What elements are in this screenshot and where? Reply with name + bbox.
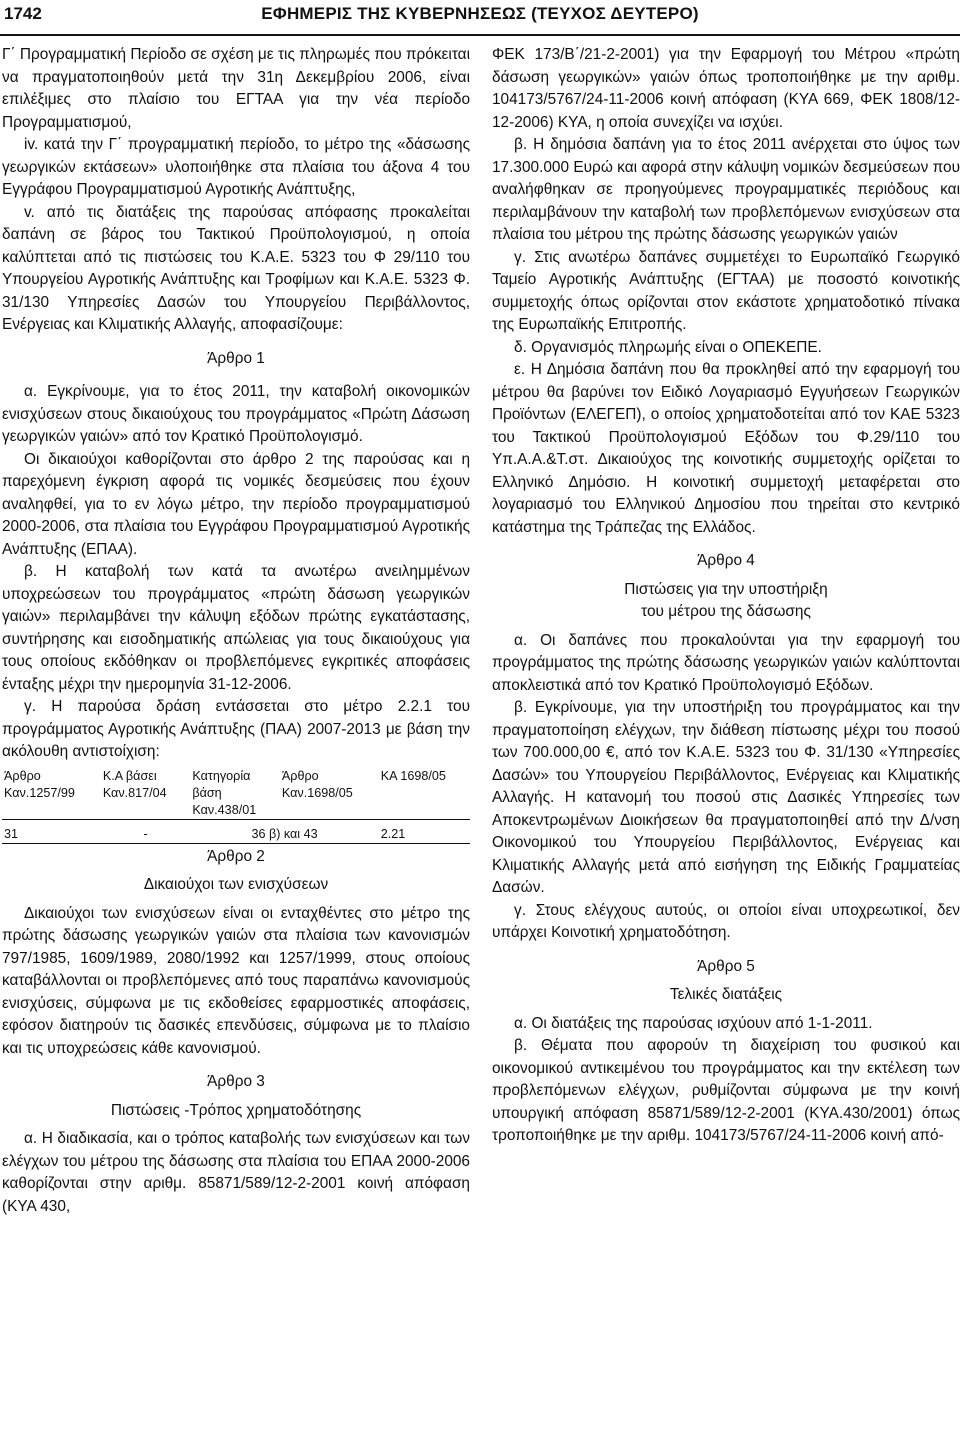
paragraph: β. Η καταβολή των κατά τα ανωτέρω ανειλημμένων υποχρεώσεων του προγράμματος «πρώτη δάσωση γεωργικών γαιών» περιλαμβάνει την κάλυψη εξόδων πρώτης εγκατάστασης, συντήρησης και εισοδηματικής απώλειας για τους δικαιούχους για τους οποίους εκδόθηκαν οι προβλεπόμενες εγκριτικές αποφάσεις ένταξης μέχρι την ημερομηνία 31-12-2006. bbox=[2, 563, 470, 693]
table-cell: Καν.1257/99 bbox=[4, 785, 75, 800]
article-4-title: Άρθρο 4 bbox=[697, 552, 755, 569]
table-cell: Άρθρο bbox=[4, 768, 41, 783]
right-column bbox=[492, 44, 960, 1148]
gazette-title: ΕΦΗΜΕΡΙΣ ΤΗΣ ΚΥΒΕΡΝΗΣΕΩΣ (ΤΕΥΧΟΣ ΔΕΥΤΕΡΟ) bbox=[261, 4, 699, 23]
paragraph: α. Οι διατάξεις της παρούσας ισχύουν από 1-1-2011. bbox=[514, 1014, 873, 1032]
article-4-subtitle: Πιστώσεις για την υποστήριξη bbox=[624, 580, 828, 598]
page-number: 1742 bbox=[4, 4, 42, 23]
table-cell: βάση bbox=[192, 785, 222, 800]
article-1-title: Άρθρο 1 bbox=[207, 349, 265, 367]
paragraph: β. Θέματα που αφορούν τη διαχείριση του φυσικού και οικονομικού αντικειμένου του προγράμματος και την εκτέλεση των προβλεπόμενων ελέγχων, ρυθμίζονται σύμφωνα με την κοινή υπουργική απόφαση 85871/589/12-2-2001 (ΚΥΑ.430/2001) όπως τροποποιήθηκε με την αριθμ. 104173/5767/24-11-2006 κοινή από- bbox=[492, 1037, 960, 1144]
left-column bbox=[2, 44, 470, 1218]
article-2-title: Άρθρο 2 bbox=[207, 847, 265, 865]
paragraph: β. Η δημόσια δαπάνη για το έτος 2011 ανέρχεται στο ύψος των 17.300.000 Ευρώ και αφορά στην κάλυψη νομικών δεσμεύσεων που αναλήφθηκαν σε προηγούμενες προγραμματικές περιόδους και περιλαμβάνουν την καταβολή των προβλεπόμενων ενισχύσεων στα πλαίσια του μέτρου της πρώτης δάσωσης γεωργικών γαιών bbox=[492, 136, 960, 243]
paragraph: α. Οι δαπάνες που προκαλούνται για την εφαρμογή του προγράμματος της πρώτης δάσωσης γεωργικών γαιών καλύπτονται αποκλειστικά από τον Κρατικό Προϋπολογισμό Εξόδων. bbox=[492, 631, 960, 694]
article-4-subtitle: του μέτρου της δάσωσης bbox=[641, 603, 811, 620]
article-3-title: Άρθρο 3 bbox=[207, 1073, 265, 1090]
table-cell: Καν.438/01 bbox=[190, 802, 280, 820]
paragraph: β. Εγκρίνουμε, για την υποστήριξη του προγράμματος και την πραγματοποίηση ελέγχων, την διάθεση πίστωσης μέχρι του ποσού των 700.000,00 €, από τον Κ.Α.Ε. 5323 του Φ. 31/130 «Υπηρεσίες Δασών» του Υπουργείου Περιβάλλοντος, Ενέργειας και Κλιματικής Αλλαγής. Η κατανομή του ποσού στις Δασικές Υπηρεσίες των Αποκεντρωμένων Διοικήσεων θα πραγματοποιηθεί από την Δ/νση Οικονομικού του Υπουργείου Περιβάλλοντος, Ενέργειας και Κλιματικής Αλλαγής μετά από εισήγηση της Ειδικής Γραμματείας Δασών. bbox=[492, 699, 960, 896]
article-3-subtitle: Πιστώσεις -Τρόπος χρηματοδότησης bbox=[110, 1101, 362, 1119]
paragraph: Γ΄ Προγραμματική Περίοδο σε σχέση με τις πληρωμές που πρόκειται να πραγματοποιηθούν μετά την 31η Δεκεμβρίου 2006, είναι επιλέξιμες στο πλαίσιο του ΕΓΤΑΑ για την νέα περίοδο Προγραμματισμού, bbox=[2, 46, 470, 131]
paragraph: α. Η διαδικασία, και ο τρόπος καταβολής των ενισχύσεων και των ελέγχων του μέτρου της δάσωσης στα πλαίσια του ΕΠΑΑ 2000-2006 καθορίζονται στην αριθμ. 85871/589/12-2-2001 κοινή απόφαση (ΚΥΑ 430, bbox=[2, 1130, 470, 1215]
paragraph: Δικαιούχοι των ενισχύσεων είναι οι ενταχθέντες στο μέτρο της πρώτης δάσωσης γεωργικών γαιών στα πλαίσια των κανονισμών 797/1985, 1609/1989, 2080/1992 και 1257/1999, στους οποίους καταβάλλονται οι προβλεπόμενες από τους παραπάνω κανονισμούς ενισχύσεις, σύμφωνα με τις εκδοθείσες εφαρμοστικές αποφάσεις, εφόσον διατηρούν τις δασικές επενδύσεις, σύμφωνα με το πλαίσιο και τις υποχρεώσεις κάθε κανονισμού. bbox=[2, 904, 470, 1057]
paragraph: v. από τις διατάξεις της παρούσας απόφασης προκαλείται δαπάνη σε βάρος του Τακτικού Προϋπολογισμού, η οποία καλύπτεται από τις πιστώσεις του Κ.Α.Ε. 5323 του Φ 29/110 του Υπουργείου Αγροτικής Ανάπτυξης και Τροφίμων και Κ.Α.Ε. 5323 Φ. 31/130 Υπηρεσίες Δασών του Υπουργείου Περιβάλλοντος, Ενέργειας και Κλιματικής Αλλαγής, αποφασίζουμε: bbox=[2, 203, 470, 333]
table-cell bbox=[379, 802, 470, 820]
paragraph: α. Εγκρίνουμε, για το έτος 2011, την καταβολή οικονομικών ενισχύσεων στους δικαιούχους του προγράμματος «Πρώτη Δάσωση γεωργικών γαιών» από τον Κρατικό Προϋπολογισμό. bbox=[2, 383, 470, 445]
article-5-title: Άρθρο 5 bbox=[697, 957, 755, 975]
table-cell: ΚΑ 1698/05 bbox=[380, 768, 446, 783]
article-5-subtitle: Τελικές διατάξεις bbox=[669, 986, 783, 1003]
paragraph: γ. Στις ανωτέρω δαπάνες συμμετέχει το Ευρωπαϊκό Γεωργικό Ταμείο Αγροτικής Ανάπτυξης (ΕΓΤΑΑ) με ποσοστό κοινοτικής συμμετοχής όπως ορίζονται στον εκάστοτε χρηματοδοτικό πίνακα της Ευρωπαϊκής Επιτροπής. bbox=[492, 248, 960, 333]
table-cell: 36 β) και 43 bbox=[190, 819, 378, 843]
table-cell bbox=[379, 785, 470, 802]
paragraph: iv. κατά την Γ΄ προγραμματική περίοδο, το μέτρο της «δάσωσης γεωργικών εκτάσεων» υλοποιήθηκε στα πλαίσια του άξονα 4 του Εγγράφου Προγραμματισμού Αγροτικής Ανάπτυξης, bbox=[2, 136, 470, 198]
correspondence-table bbox=[2, 768, 470, 844]
paragraph: γ. Στους ελέγχους αυτούς, οι οποίοι είναι υποχρεωτικοί, δεν υπάρχει Κοινοτική χρηματοδότηση. bbox=[492, 901, 960, 941]
table-cell: Κ.Α βάσει bbox=[102, 768, 157, 783]
table-cell: Κατηγορία bbox=[192, 768, 251, 783]
paragraph: ε. Η Δημόσια δαπάνη που θα προκληθεί από την εφαρμογή του μέτρου θα βαρύνει τον Ειδικό Λογαριασμό Εγγυήσεων Γεωργικών Προϊόντων (ΕΛΕΓΕΠ), ο οποίος χρηματοδοτείται από τον ΚΑΕ 5323 του Τακτικού Προϋπολογισμού Εξόδων του Φ.29/110 του Υπ.Α.Α.&Τ.στ. Δικαιούχος της κοινοτικής συμμετοχής ορίζεται το Ελληνικό Δημόσιο. Η κοινοτική συμμετοχή μεταφέρεται στο λογαριασμό του Ελληνικού Δημοσίου που τηρείται στο κεντρικό κατάστημα της Τράπεζας της Ελλάδος. bbox=[492, 361, 960, 536]
paragraph: γ. Η παρούσα δράση εντάσσεται στο μέτρο 2.2.1 του προγράμματος Αγροτικής Ανάπτυξης (ΠΑΑ) 2007-2013 με βάση την ακόλουθη αντιστοίχιση: bbox=[2, 698, 470, 760]
table-cell: Καν.817/04 bbox=[102, 785, 167, 800]
table-cell: 31 bbox=[2, 819, 101, 843]
table-cell: - bbox=[101, 819, 191, 843]
paragraph: Οι δικαιούχοι καθορίζονται στο άρθρο 2 της παρούσας και η παρεχόμενη έγκριση αφορά τις νομικές δεσμεύσεις που έχουν αναληφθεί, για το εν λόγω μέτρο, την περίοδο προγραμματισμού 2000-2006, στα πλαίσια του Εγγράφου Προγραμματισμού Αγροτικής Ανάπτυξης (ΕΠΑΑ). bbox=[2, 450, 470, 558]
page-header bbox=[0, 0, 960, 36]
article-2-subtitle: Δικαιούχοι των ενισχύσεων bbox=[143, 876, 329, 893]
paragraph: ΦΕΚ 173/Β΄/21-2-2001) για την Εφαρμογή του Μέτρου «πρώτη δάσωση γεωργικών» γαιών όπως τροποποιήθηκε με την αριθμ. 104173/5767/24-11-2006 κοινή απόφαση (ΚΥΑ 669, ΦΕΚ 1808/12-12-2006) ΚΥΑ, η οποία συνεχίζει να ισχύει. bbox=[492, 46, 960, 131]
table-cell bbox=[2, 802, 101, 820]
table-cell bbox=[101, 802, 191, 820]
table-cell bbox=[280, 802, 379, 820]
paragraph: δ. Οργανισμός πληρωμής είναι ο ΟΠΕΚΕΠΕ. bbox=[514, 338, 822, 356]
table-cell: 2.21 bbox=[379, 819, 470, 843]
table-cell: Άρθρο bbox=[281, 768, 319, 783]
table-cell: Καν.1698/05 bbox=[281, 785, 353, 800]
